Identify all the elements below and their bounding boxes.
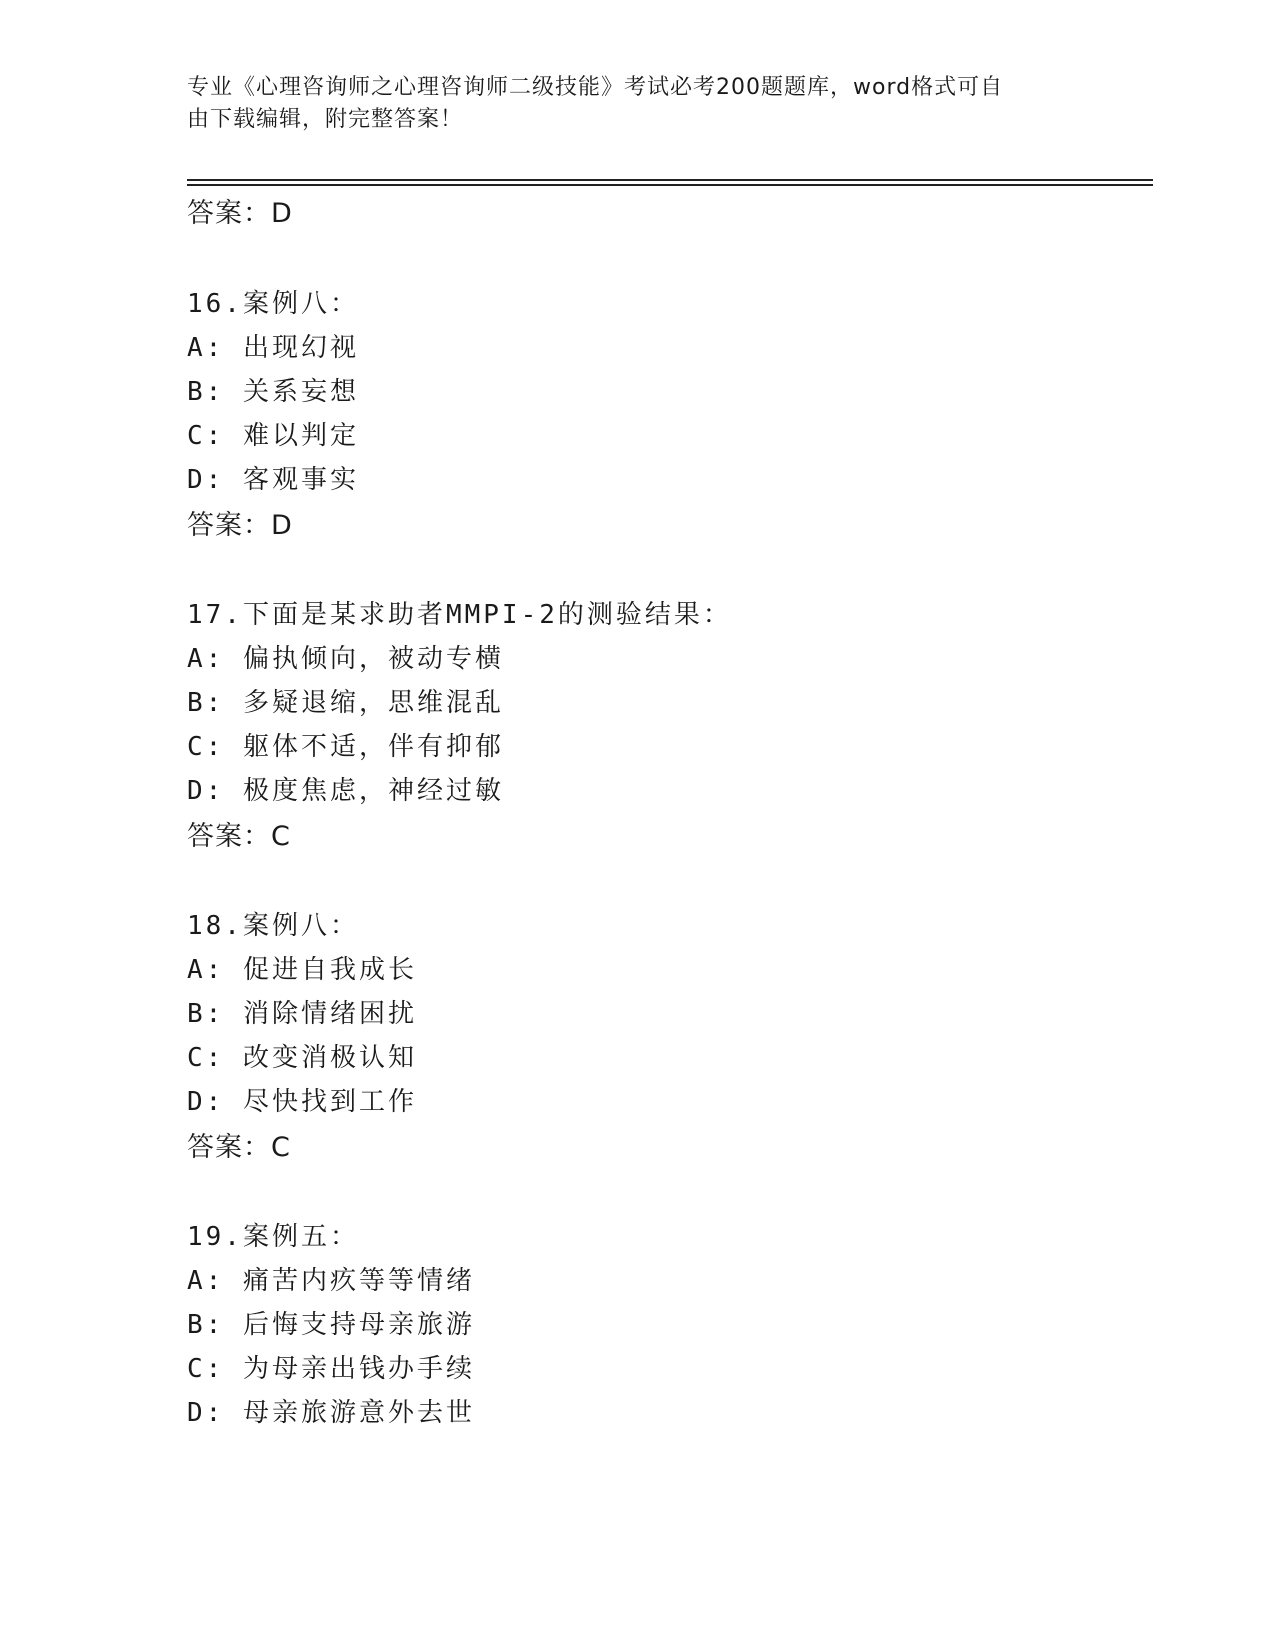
option-c: C: 改变消极认知	[187, 1043, 417, 1073]
option-d: D: 尽快找到工作	[187, 1087, 417, 1117]
option-b: B: 消除情绪困扰	[187, 999, 417, 1029]
option-b: B: 关系妄想	[187, 377, 359, 407]
option-c: C: 难以判定	[187, 421, 359, 451]
answer-line: 答案：C	[187, 821, 291, 852]
option-d: D: 母亲旅游意外去世	[187, 1398, 475, 1428]
question-title: 16.案例八：	[187, 289, 359, 319]
option-d: D: 客观事实	[187, 465, 359, 495]
option-a: A: 偏执倾向，被动专横	[187, 644, 504, 674]
answer-line: 答案：D	[187, 510, 293, 541]
header-divider-bottom	[187, 184, 1153, 186]
option-b: B: 后悔支持母亲旅游	[187, 1310, 475, 1340]
question-title: 18.案例八：	[187, 911, 359, 941]
option-c: C: 为母亲出钱办手续	[187, 1354, 475, 1384]
option-a: A: 促进自我成长	[187, 955, 417, 985]
answer-line: 答案：C	[187, 1132, 291, 1163]
question-title: 19.案例五：	[187, 1222, 359, 1252]
option-a: A: 出现幻视	[187, 333, 359, 363]
document-header	[187, 72, 1067, 136]
header-line-1: 专业《心理咨询师之心理咨询师二级技能》考试必考200题题库，word格式可自	[187, 75, 1004, 100]
header-line-2: 由下载编辑，附完整答案！	[187, 107, 464, 132]
answer-line: 答案：D	[187, 198, 293, 229]
option-b: B: 多疑退缩，思维混乱	[187, 688, 504, 718]
option-d: D: 极度焦虑，神经过敏	[187, 776, 504, 806]
option-a: A: 痛苦内疚等等情绪	[187, 1266, 475, 1296]
header-divider-top	[187, 179, 1153, 181]
option-c: C: 躯体不适，伴有抑郁	[187, 732, 504, 762]
question-title: 17.下面是某求助者MMPI-2的测验结果：	[187, 600, 732, 630]
